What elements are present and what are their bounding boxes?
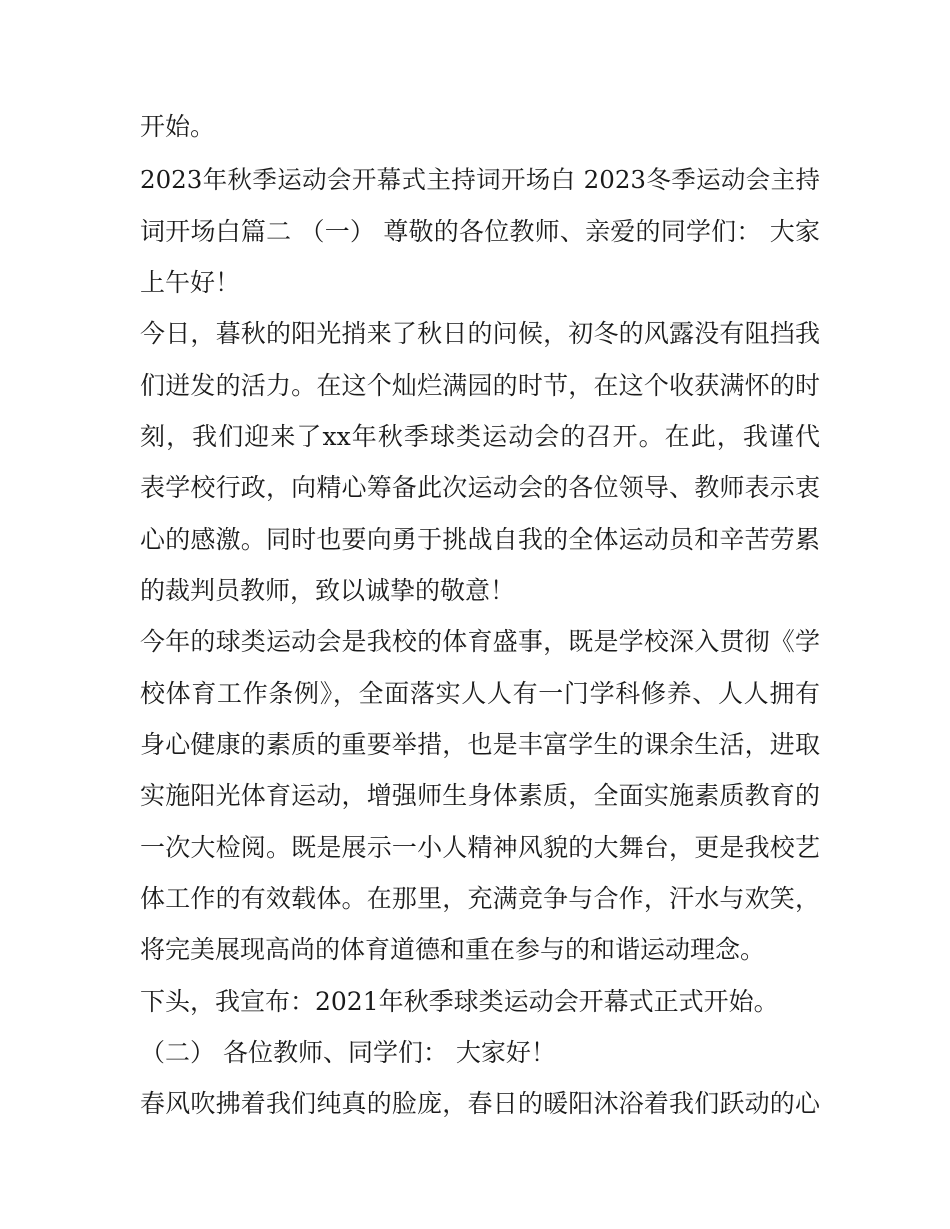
text-line-2: 2023年秋季运动会开幕式主持词开场白 2023冬季运动会主持 — [140, 165, 820, 194]
text-line-6: 们迸发的活力。在这个灿烂满园的时节，在这个收获满怀的时 — [140, 371, 820, 400]
text-line-17: 将完美展现高尚的体育道德和重在参与的和谐运动理念。 — [140, 935, 766, 964]
text-line-1: 开始。 — [140, 112, 216, 141]
text-line-20: 春风吹拂着我们纯真的脸庞，春日的暖阳沐浴着我们跃动的心 — [140, 1089, 820, 1118]
text-line-15: 一次大检阅。既是展示一小人精神风貌的大舞台，更是我校艺 — [140, 833, 820, 862]
text-line-14: 实施阳光体育运动，增强师生身体素质，全面实施素质教育的 — [140, 781, 820, 810]
text-line-10: 的裁判员教师，致以诚挚的敬意！ — [140, 576, 516, 605]
text-line-8: 表学校行政，向精心筹备此次运动会的各位领导、教师表示衷 — [140, 473, 820, 502]
text-line-9: 心的感激。同时也要向勇于挑战自我的全体运动员和辛苦劳累 — [140, 525, 820, 554]
text-line-3: 词开场白篇二 （一） 尊敬的各位教师、亲爱的同学们： 大家 — [140, 217, 820, 246]
text-line-16: 体工作的有效载体。在那里，充满竞争与合作，汗水与欢笑， — [140, 884, 820, 913]
text-line-19: （二） 各位教师、同学们： 大家好！ — [140, 1038, 556, 1067]
text-line-18: 下头，我宣布：2021年秋季球类运动会开幕式正式开始。 — [140, 987, 779, 1016]
text-line-4: 上午好！ — [140, 268, 241, 297]
text-line-13: 身心健康的素质的重要举措，也是丰富学生的课余生活，进取 — [140, 730, 820, 759]
text-line-5: 今日，暮秋的阳光捎来了秋日的问候，初冬的风露没有阻挡我 — [140, 319, 820, 348]
text-line-12: 校体育工作条例》，全面落实人人有一门学科修养、人人拥有 — [140, 679, 820, 708]
text-line-11: 今年的球类运动会是我校的体育盛事，既是学校深入贯彻《学 — [140, 627, 820, 656]
text-line-7: 刻，我们迎来了xx年秋季球类运动会的召开。在此，我谨代 — [140, 422, 820, 451]
